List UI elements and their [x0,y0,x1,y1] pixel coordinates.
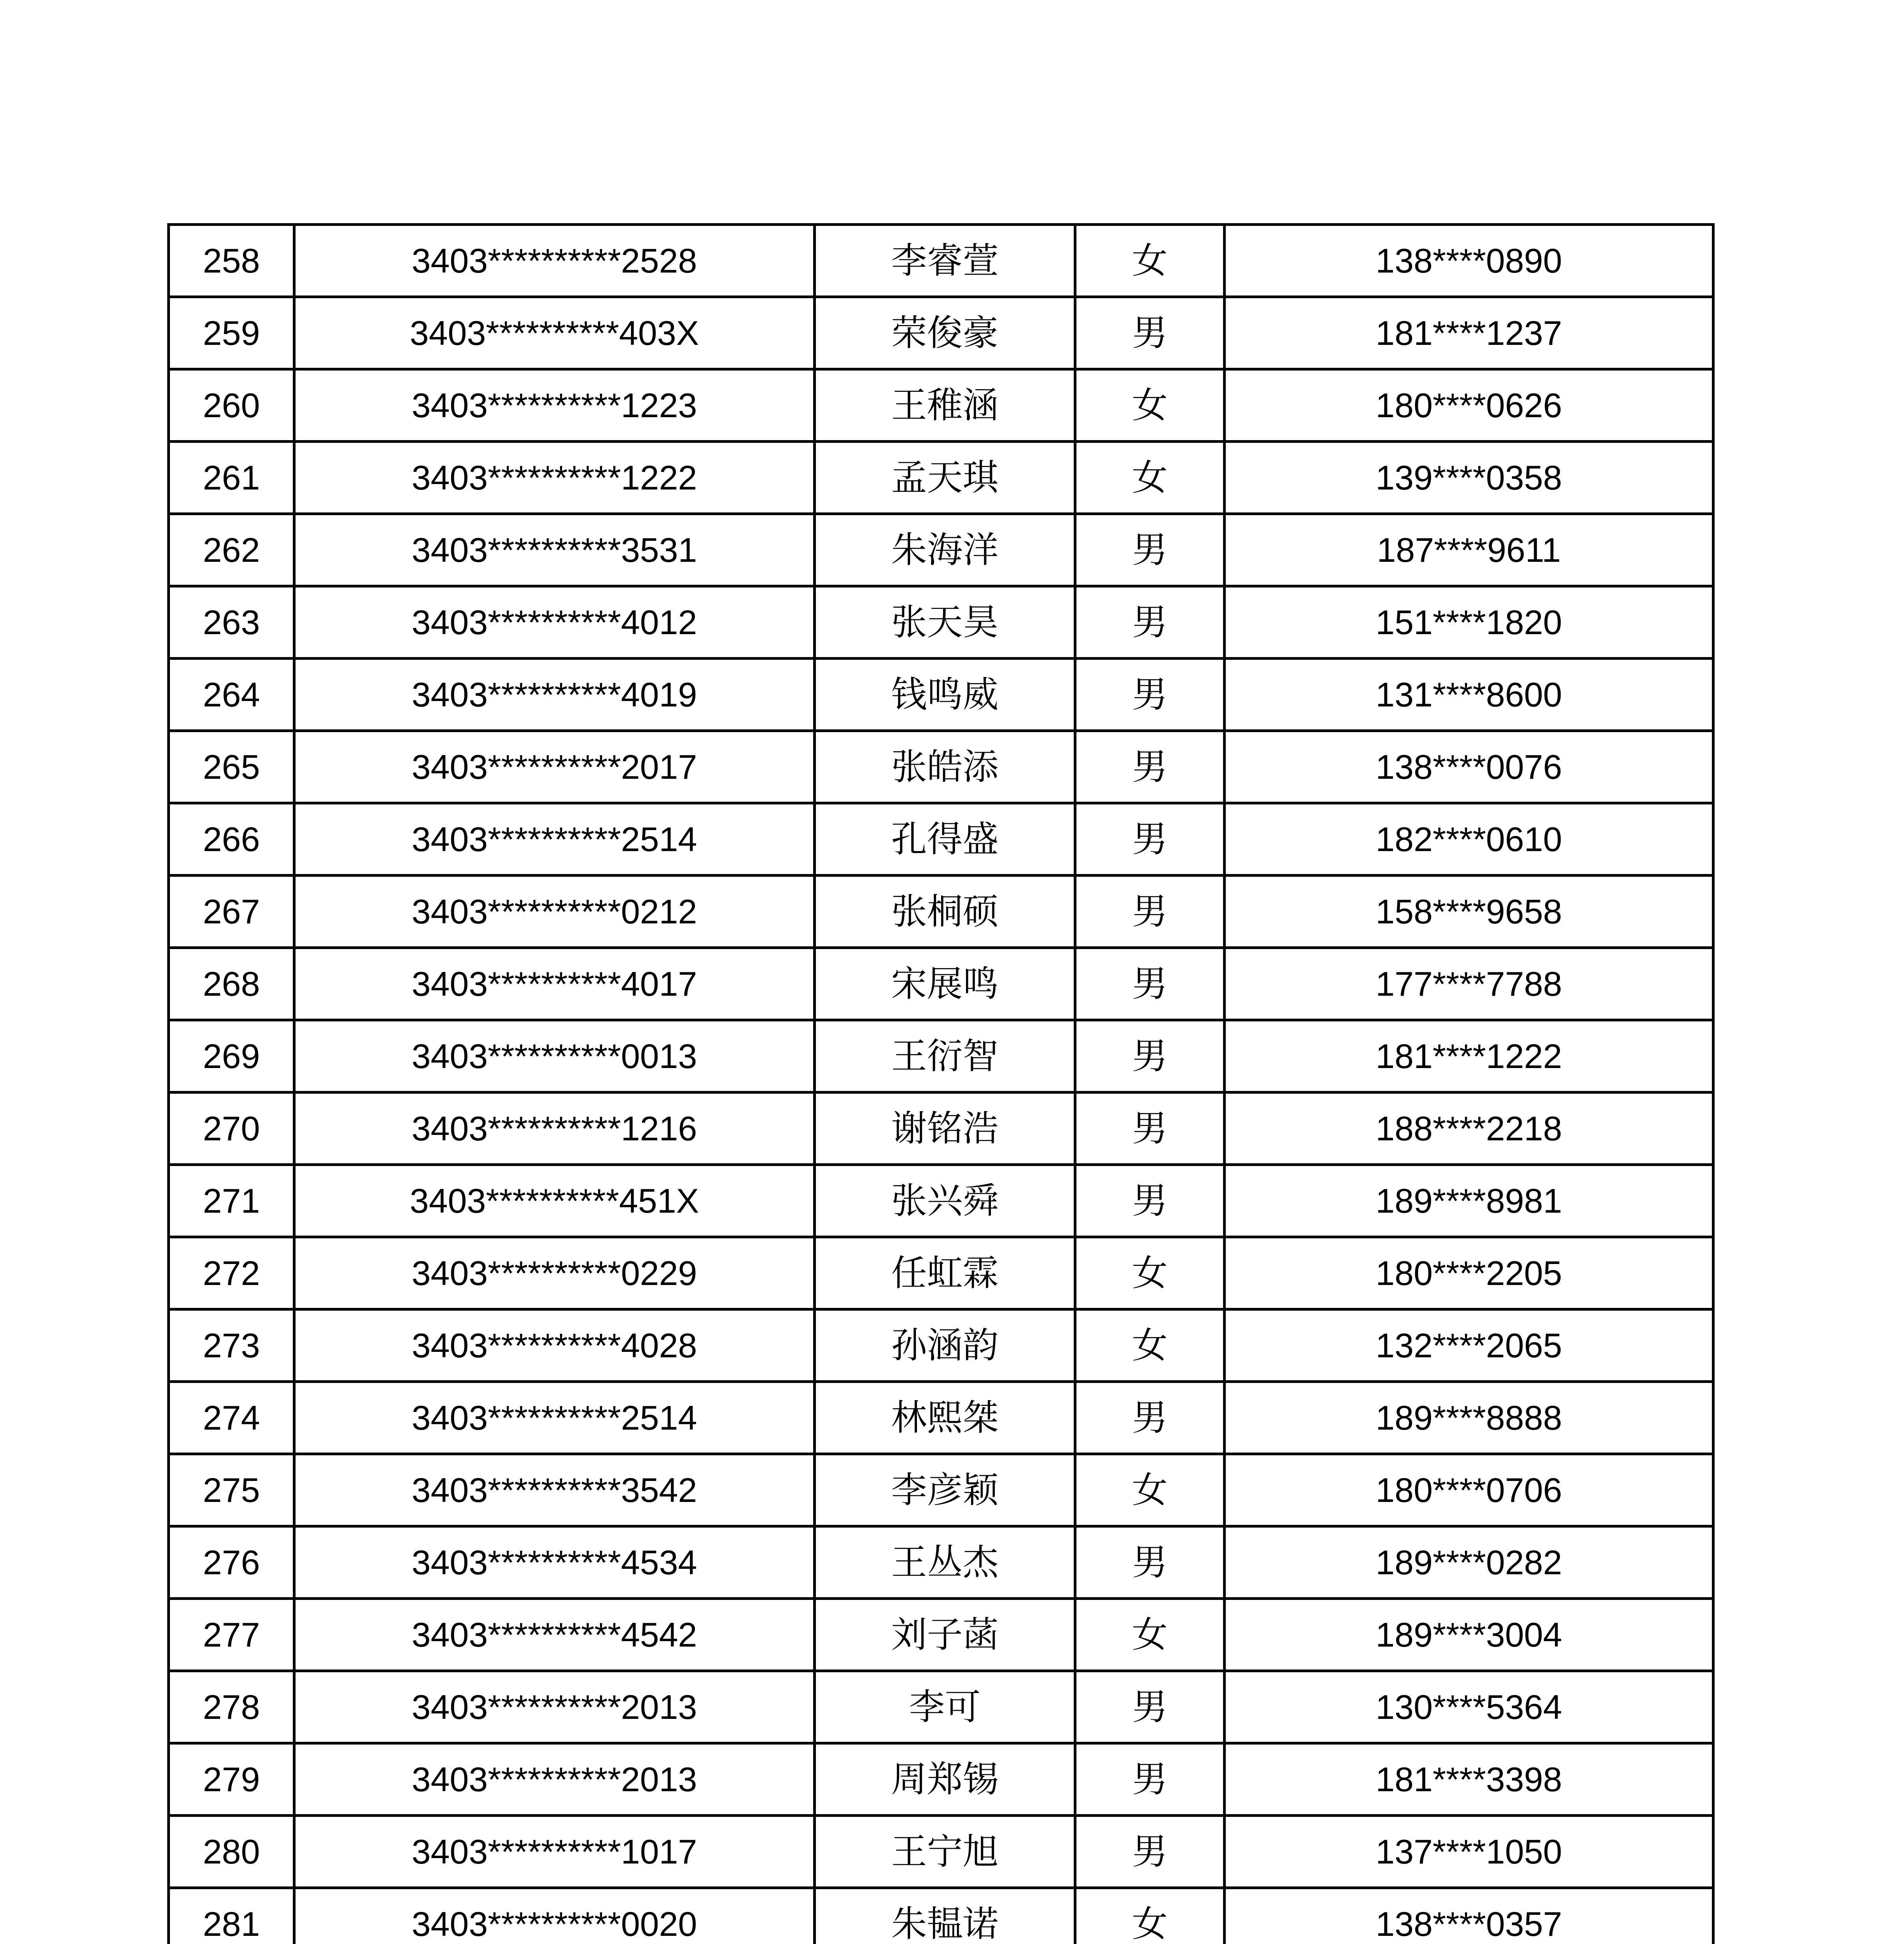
id-number-cell: 3403**********2017 [294,731,815,803]
gender-cell: 女 [1075,1599,1225,1671]
name-cell: 宋展鸣 [815,948,1075,1020]
name-cell: 王宁旭 [815,1816,1075,1888]
name-cell: 孟天琪 [815,442,1075,514]
row-number-cell: 274 [169,1382,294,1454]
id-number-cell: 3403**********0229 [294,1237,815,1309]
gender-cell: 女 [1075,1888,1225,1944]
table-row [169,1093,1713,1165]
phone-cell: 181****3398 [1225,1743,1713,1816]
gender-cell: 男 [1075,1165,1225,1237]
row-number-cell: 271 [169,1165,294,1237]
phone-cell: 180****2205 [1225,1237,1713,1309]
id-number-cell: 3403**********3531 [294,514,815,586]
gender-cell: 男 [1075,659,1225,731]
table-row [169,876,1713,948]
row-number-cell: 267 [169,876,294,948]
row-number-cell: 281 [169,1888,294,1944]
id-number-cell: 3403**********4542 [294,1599,815,1671]
phone-cell: 130****5364 [1225,1671,1713,1743]
phone-cell: 137****1050 [1225,1816,1713,1888]
name-cell: 王稚涵 [815,369,1075,442]
name-cell: 张桐硕 [815,876,1075,948]
phone-cell: 189****8981 [1225,1165,1713,1237]
row-number-cell: 269 [169,1020,294,1093]
name-cell: 孔得盛 [815,803,1075,876]
id-number-cell: 3403**********2514 [294,1382,815,1454]
gender-cell: 男 [1075,1382,1225,1454]
gender-cell: 男 [1075,803,1225,876]
id-number-cell: 3403**********2528 [294,225,815,297]
row-number-cell: 262 [169,514,294,586]
table-row [169,948,1713,1020]
id-number-cell: 3403**********2013 [294,1671,815,1743]
row-number-cell: 263 [169,586,294,659]
phone-cell: 151****1820 [1225,586,1713,659]
id-number-cell: 3403**********1222 [294,442,815,514]
gender-cell: 女 [1075,442,1225,514]
table-row [169,1888,1713,1944]
table-row [169,1309,1713,1382]
name-cell: 李睿萱 [815,225,1075,297]
name-cell: 刘子菡 [815,1599,1075,1671]
phone-cell: 132****2065 [1225,1309,1713,1382]
id-number-cell: 3403**********4017 [294,948,815,1020]
id-number-cell: 3403**********403X [294,297,815,369]
table-row [169,1165,1713,1237]
row-number-cell: 277 [169,1599,294,1671]
name-cell: 王丛杰 [815,1526,1075,1599]
table-row [169,731,1713,803]
phone-cell: 189****0282 [1225,1526,1713,1599]
id-number-cell: 3403**********4534 [294,1526,815,1599]
table-row [169,1382,1713,1454]
table-row [169,225,1713,297]
name-cell: 林熙桀 [815,1382,1075,1454]
id-number-cell: 3403**********1216 [294,1093,815,1165]
row-number-cell: 258 [169,225,294,297]
row-number-cell: 260 [169,369,294,442]
table-row [169,1020,1713,1093]
row-number-cell: 270 [169,1093,294,1165]
gender-cell: 男 [1075,731,1225,803]
table-row [169,659,1713,731]
table-row [169,1671,1713,1743]
phone-cell: 177****7788 [1225,948,1713,1020]
gender-cell: 男 [1075,1020,1225,1093]
gender-cell: 男 [1075,1671,1225,1743]
name-cell: 王衍智 [815,1020,1075,1093]
phone-cell: 189****3004 [1225,1599,1713,1671]
table-row [169,586,1713,659]
table-row [169,442,1713,514]
table-row [169,1237,1713,1309]
phone-cell: 131****8600 [1225,659,1713,731]
phone-cell: 187****9611 [1225,514,1713,586]
row-number-cell: 266 [169,803,294,876]
name-cell: 张天昊 [815,586,1075,659]
name-cell: 任虹霖 [815,1237,1075,1309]
name-cell: 孙涵韵 [815,1309,1075,1382]
gender-cell: 男 [1075,948,1225,1020]
phone-cell: 138****0890 [1225,225,1713,297]
id-number-cell: 3403**********0020 [294,1888,815,1944]
id-number-cell: 3403**********2514 [294,803,815,876]
gender-cell: 男 [1075,1526,1225,1599]
row-number-cell: 275 [169,1454,294,1526]
row-number-cell: 265 [169,731,294,803]
gender-cell: 男 [1075,1093,1225,1165]
phone-cell: 188****2218 [1225,1093,1713,1165]
gender-cell: 男 [1075,1743,1225,1816]
name-cell: 谢铭浩 [815,1093,1075,1165]
phone-cell: 181****1237 [1225,297,1713,369]
gender-cell: 男 [1075,586,1225,659]
gender-cell: 男 [1075,514,1225,586]
table-row [169,1454,1713,1526]
table-row [169,1816,1713,1888]
gender-cell: 女 [1075,1309,1225,1382]
phone-cell: 189****8888 [1225,1382,1713,1454]
gender-cell: 男 [1075,1816,1225,1888]
row-number-cell: 278 [169,1671,294,1743]
table-row [169,1599,1713,1671]
gender-cell: 男 [1075,297,1225,369]
phone-cell: 182****0610 [1225,803,1713,876]
name-cell: 张兴舜 [815,1165,1075,1237]
gender-cell: 女 [1075,369,1225,442]
id-number-cell: 3403**********451X [294,1165,815,1237]
row-number-cell: 264 [169,659,294,731]
id-number-cell: 3403**********3542 [294,1454,815,1526]
gender-cell: 女 [1075,225,1225,297]
id-number-cell: 3403**********4028 [294,1309,815,1382]
gender-cell: 女 [1075,1454,1225,1526]
name-cell: 荣俊豪 [815,297,1075,369]
name-cell: 朱海洋 [815,514,1075,586]
name-cell: 李可 [815,1671,1075,1743]
phone-cell: 139****0358 [1225,442,1713,514]
name-cell: 周郑锡 [815,1743,1075,1816]
id-number-cell: 3403**********2013 [294,1743,815,1816]
table-row [169,1743,1713,1816]
table-row [169,297,1713,369]
name-cell: 张皓添 [815,731,1075,803]
phone-cell: 181****1222 [1225,1020,1713,1093]
id-number-cell: 3403**********4019 [294,659,815,731]
table-row [169,803,1713,876]
table-row [169,369,1713,442]
row-number-cell: 273 [169,1309,294,1382]
phone-cell: 158****9658 [1225,876,1713,948]
roster-body [169,225,1713,1944]
id-number-cell: 3403**********0212 [294,876,815,948]
row-number-cell: 276 [169,1526,294,1599]
phone-cell: 138****0076 [1225,731,1713,803]
roster-table [167,223,1715,1944]
row-number-cell: 261 [169,442,294,514]
name-cell: 朱韫诺 [815,1888,1075,1944]
id-number-cell: 3403**********1223 [294,369,815,442]
gender-cell: 女 [1075,1237,1225,1309]
row-number-cell: 272 [169,1237,294,1309]
row-number-cell: 279 [169,1743,294,1816]
row-number-cell: 259 [169,297,294,369]
id-number-cell: 3403**********1017 [294,1816,815,1888]
id-number-cell: 3403**********4012 [294,586,815,659]
gender-cell: 男 [1075,876,1225,948]
table-row [169,1526,1713,1599]
phone-cell: 180****0706 [1225,1454,1713,1526]
table-row [169,514,1713,586]
phone-cell: 180****0626 [1225,369,1713,442]
id-number-cell: 3403**********0013 [294,1020,815,1093]
phone-cell: 138****0357 [1225,1888,1713,1944]
row-number-cell: 280 [169,1816,294,1888]
name-cell: 李彦颖 [815,1454,1075,1526]
name-cell: 钱鸣威 [815,659,1075,731]
row-number-cell: 268 [169,948,294,1020]
